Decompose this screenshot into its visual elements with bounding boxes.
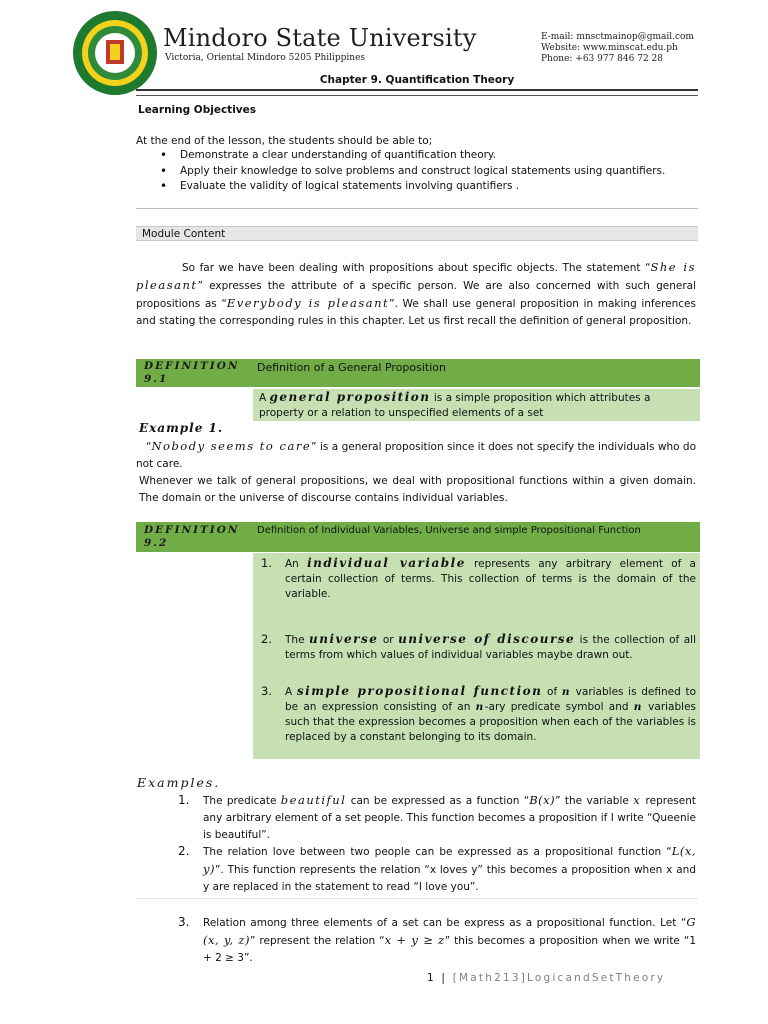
term-simple-propositional-function: simple propositional function bbox=[296, 684, 543, 698]
quote-close: ” bbox=[311, 441, 317, 453]
example-text: The predicate bbox=[203, 795, 281, 807]
page-number: 1 bbox=[427, 972, 436, 984]
math-g-of-x-y-z: G (x, y, z) bbox=[203, 915, 696, 947]
definition-1-title: Definition of a General Proposition bbox=[257, 361, 446, 374]
quote-open: “ bbox=[645, 262, 651, 274]
definition-2-title: Definition of Individual Variables, Universe and simple Propositional Function bbox=[257, 525, 641, 536]
term-universe-of-discourse: universe of discourse bbox=[398, 632, 576, 646]
learning-objectives-list bbox=[160, 148, 665, 195]
item-mid3: -ary predicate symbol and bbox=[484, 701, 634, 713]
contact-email: E-mail: mnsctmainop@gmail.com bbox=[541, 32, 694, 42]
header-divider bbox=[136, 89, 698, 91]
page-footer bbox=[427, 972, 665, 984]
definition-1-label: DEFINITION 9.1 bbox=[144, 360, 240, 385]
definition-2-body bbox=[253, 553, 700, 759]
var-n: n bbox=[561, 686, 571, 698]
definition-2-list bbox=[253, 556, 696, 745]
math-inequality: x + y ≥ z bbox=[384, 933, 445, 947]
chapter-divider bbox=[136, 95, 698, 96]
objective-item: • Demonstrate a clear understanding of quantification theory. bbox=[160, 148, 665, 164]
item-pre: An bbox=[285, 558, 308, 570]
intro-text-2: expresses the attribute of a specific person. We are also concerned with such general propositions as bbox=[136, 280, 696, 310]
math-x: x bbox=[633, 793, 642, 807]
learning-objectives-heading: Learning Objectives bbox=[138, 104, 257, 116]
example-item bbox=[178, 843, 696, 914]
university-name: Mindoro State University bbox=[163, 24, 477, 52]
learning-objectives-intro: At the end of the lesson, the students should be able to; bbox=[136, 135, 433, 147]
definition-1-body bbox=[253, 389, 700, 421]
footer-separator: | bbox=[435, 972, 453, 984]
example-1-title-period: . bbox=[217, 421, 224, 435]
course-title: [Math213]LogicandSetTheory bbox=[452, 972, 666, 984]
example-1-text bbox=[136, 438, 696, 507]
example-text: Relation among three elements of a set can be express as a propositional function. Let “ bbox=[203, 917, 687, 929]
item-number: 3. bbox=[178, 915, 190, 929]
term-universe: universe bbox=[309, 632, 379, 646]
definition-1-post: is a simple proposition which attributes a property or a relation to unspecified elements of a set bbox=[259, 392, 651, 419]
faint-divider bbox=[136, 898, 698, 899]
item-number: 2. bbox=[178, 844, 190, 858]
example-1-explanation: is a general proposition since it does not specify the individuals who do not care. bbox=[136, 441, 697, 470]
item-number: 1. bbox=[261, 556, 272, 570]
quote-everybody-is-pleasant: Everybody is pleasant bbox=[226, 296, 390, 310]
var-n: n bbox=[475, 701, 485, 713]
var-n: n bbox=[633, 701, 643, 713]
quote-open: “ bbox=[221, 298, 227, 310]
math-beautiful: beautiful bbox=[280, 793, 347, 807]
example-1-paragraph bbox=[136, 438, 696, 473]
section-divider bbox=[136, 208, 698, 209]
math-l-of-x-y: L(x, y) bbox=[203, 844, 696, 876]
examples-list bbox=[178, 792, 696, 967]
item-pre: The bbox=[285, 634, 310, 646]
definition-2-header bbox=[136, 522, 700, 552]
item-pre: A bbox=[285, 686, 297, 698]
item-post: variables such that the expression becomes a proposition when each of the variables is replaced by a constant belonging to its domain. bbox=[285, 701, 697, 743]
intro-text-3: . We shall use general proposition in making inferences and stating the corresponding rules in this chapter. Let us first recall the definition of general proposition. bbox=[136, 298, 696, 327]
math-b-of-x: B(x) bbox=[529, 793, 556, 807]
item-number: 2. bbox=[261, 632, 272, 646]
example-text: The relation love between two people can be expressed as a propositional function “ bbox=[203, 846, 672, 858]
quote-close: ” bbox=[197, 280, 203, 292]
contact-phone: Phone: +63 977 846 72 28 bbox=[541, 54, 663, 64]
objective-item: • Apply their knowledge to solve problems and construct logical statements using quantifiers. bbox=[160, 164, 665, 180]
item-post: is the collection of all terms from which values of individual variables maybe drawn out. bbox=[285, 634, 696, 661]
example-text: ” the variable bbox=[555, 795, 634, 807]
example-text: can be expressed as a function “ bbox=[346, 795, 530, 807]
item-post: represents any arbitrary element of a certain collection of terms. This collection of terms is the domain of the variable. bbox=[285, 558, 696, 600]
quote-she-is-pleasant: She is pleasant bbox=[136, 260, 697, 292]
definition-2-item bbox=[253, 632, 696, 684]
intro-text-1: So far we have been dealing with propositions about specific objects. The statement bbox=[182, 262, 641, 274]
definition-1-header bbox=[136, 359, 700, 387]
quote-nobody-seems-to-care: Nobody seems to care bbox=[151, 439, 312, 453]
example-text: ”. This function represents the relation “x loves y” this becomes a proposition when x and y are replaced in the statement to read “I love you”. bbox=[203, 864, 696, 893]
example-item bbox=[178, 914, 696, 967]
chapter-title: Chapter 9. Quantification Theory bbox=[319, 74, 515, 86]
quote-close: ” bbox=[389, 298, 395, 310]
contact-block bbox=[541, 32, 694, 65]
term-individual-variable: individual variable bbox=[307, 556, 466, 570]
example-text: represent any arbitrary element of a set people. This function becomes a proposition if I write “Queenie is beautiful”. bbox=[203, 795, 696, 841]
objective-item: • Evaluate the validity of logical statements involving quantifiers . bbox=[160, 179, 665, 195]
example-item bbox=[178, 792, 696, 843]
item-number: 1. bbox=[178, 793, 190, 807]
definition-2-label: DEFINITION 9.2 bbox=[144, 524, 240, 549]
example-text: ” this becomes a proposition when we write “1 + 2 ≥ 3”. bbox=[203, 935, 697, 964]
definition-1-term: general proposition bbox=[269, 390, 431, 404]
definition-1-pre: A bbox=[259, 392, 270, 404]
example-1-heading bbox=[139, 421, 223, 435]
item-mid: or bbox=[378, 634, 399, 646]
examples-heading: Examples. bbox=[137, 775, 221, 790]
item-mid2: variables is defined to be an expression consisting of an bbox=[285, 686, 696, 713]
intro-paragraph bbox=[136, 259, 696, 330]
definition-2-item bbox=[253, 556, 696, 632]
example-1-title: Example 1 bbox=[139, 421, 218, 435]
quote-open: “ bbox=[146, 441, 152, 453]
contact-website: Website: www.minscat.edu.ph bbox=[541, 43, 678, 53]
domain-paragraph: Whenever we talk of general propositions, we deal with propositional functions within a given domain. The domain or the universe of discourse contains individual variables. bbox=[139, 475, 696, 504]
module-content-bar: Module Content bbox=[136, 226, 698, 241]
example-text: ” represent the relation “ bbox=[249, 935, 385, 947]
item-mid: of bbox=[542, 686, 562, 698]
university-address: Victoria, Oriental Mindoro 5205 Philippines bbox=[165, 53, 366, 63]
definition-2-item bbox=[253, 684, 696, 745]
item-number: 3. bbox=[261, 684, 272, 698]
